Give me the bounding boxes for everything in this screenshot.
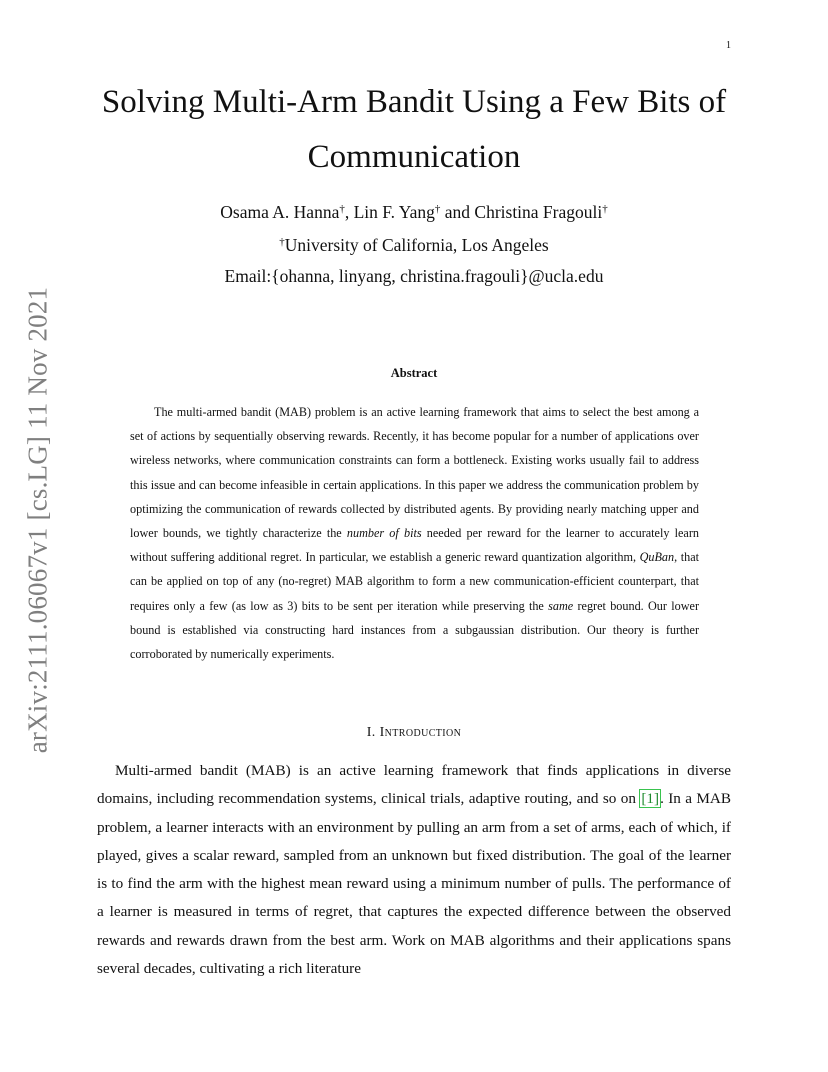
abstract-text: The multi-armed bandit (MAB) problem is an active learning framework that aims to select the best among a set of actions by sequentially observing rewards. Recently, it has become popular for a number of applications over wireless networks, where communication constraints can form a bottleneck. Existing works usually fail to address this issue and can become infeasible in certain applications. In this paper we address the communication problem by optimizing the communication of rewards collected by distributed agents. By providing nearly matching upper and lower bounds, we tightly characterize the (130, 405, 699, 541)
paper-title: Solving Multi-Arm Bandit Using a Few Bits of Communication (101, 84, 727, 175)
section-heading (60, 725, 768, 741)
separator: , (344, 202, 350, 222)
section-title-rest: ntroduction (384, 725, 462, 740)
abstract-text: , that can be applied on top of any (no-regret) MAB algorithm to form a new communication-efficient counterpart, that requires only a few (as low as 3) bits to be sent per iteration while preserving the (130, 550, 699, 613)
author-name: Christina Fragouli (474, 202, 603, 222)
dagger-mark: † (434, 203, 441, 215)
dagger-mark: † (339, 203, 345, 215)
abstract-text: regret bound. Our lower bound is established via constructing hard instances from a subgaussian distribution. Our theory is further corroborated by numerically experiments. (130, 598, 699, 662)
dagger-mark: † (602, 203, 608, 215)
citation-bracket: ] (654, 790, 660, 808)
citation-number: 1 (646, 790, 654, 808)
page-number: 1 (726, 40, 731, 51)
introduction-body (97, 757, 731, 983)
affiliation (60, 230, 768, 257)
dagger-mark: † (279, 236, 285, 248)
contact-email: Email:{ohanna, linyang, christina.fragouli}@ucla.edu (224, 266, 604, 286)
abstract-emphasis: number of bits (346, 526, 422, 541)
author-name: Lin F. Yang (353, 202, 435, 222)
abstract-emphasis: same (548, 598, 574, 613)
author-name: Osama A. Hanna (220, 202, 340, 222)
citation-bracket: [ (641, 790, 647, 808)
abstract-body (130, 400, 699, 666)
abstract-heading: Abstract (390, 366, 438, 380)
author-list (60, 197, 768, 224)
section-number: I. (366, 725, 376, 740)
abstract-text: needed per reward for the learner to accurately learn without suffering additional regret. In particular, we establish a generic reward quantization algorithm, (130, 526, 699, 565)
author-connector: and (444, 202, 471, 222)
intro-text: . In a MAB problem, a learner interacts with an environment by pulling an arm from a set of arms, each of which, if played, gives a scalar reward, sampled from an unknown but fixed distribution. The goal of the learner is to find the arm with the highest mean reward using a minimum number of pulls. The performance of a learner is measured in terms of regret, that captures the expected difference between the observed rewards and rewards drawn from the best arm. Work on MAB algorithms and their applications spans several decades, cultivating a rich literature (97, 790, 731, 978)
affiliation-name: University of California, Los Angeles (284, 235, 549, 255)
section-title-initial: I (379, 725, 385, 740)
algorithm-name: QuBan (639, 550, 675, 565)
arxiv-stamp: arXiv:2111.06067v1 [cs.LG] 11 Nov 2021 (22, 286, 53, 754)
intro-text: Multi-armed bandit (MAB) is an active learning framework that finds applications in diverse domains, including recommendation systems, clinical trials, adaptive routing, and so on (97, 762, 731, 808)
citation-link[interactable] (640, 790, 660, 807)
